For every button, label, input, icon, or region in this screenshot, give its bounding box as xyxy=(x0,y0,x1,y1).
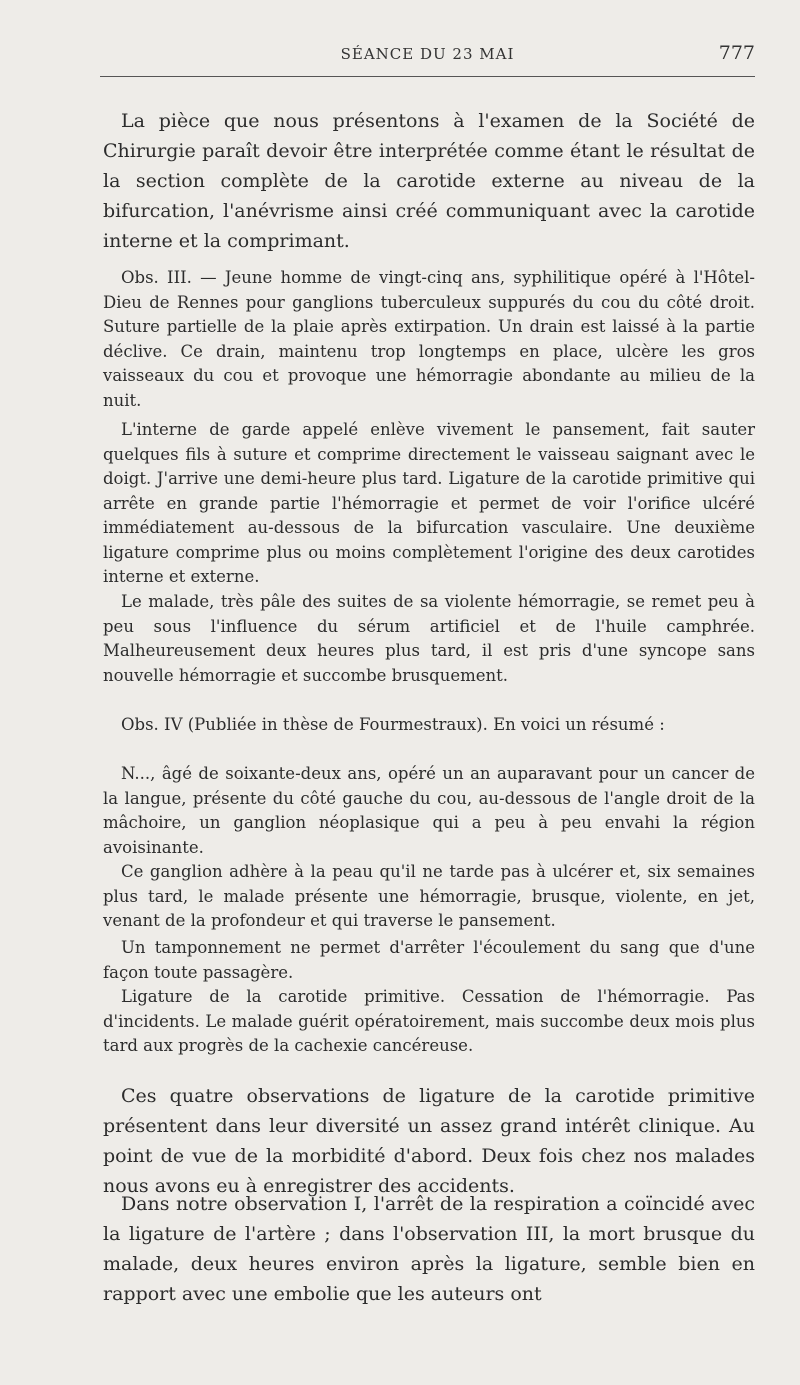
obs-3-intervention-paragraph: L'interne de garde appelé enlève vivement le pansement, fait sauter quelques fils à suture et comprime directement le vaisseau saignant avec le doigt. J'arrive une demi-heure plus tard. Ligature de la carotide primitive qui arrête en grande partie l'hémorragie et permet de voir l'orifice ulcéré immédiatement au-dessous de la bifurcation vasculaire. Une deuxième ligature comprime plus ou moins complètement l'origine des deux carotides interne et externe. xyxy=(103,420,755,586)
intro-paragraph: La pièce que nous présentons à l'examen de la Société de Chirurgie paraît devoir être interprétée comme étant le résultat de la section complète de la carotide externe au niveau de la bifurcation, l'anévrisme ainsi créé communiquant avec la carotide interne et la comprimant. xyxy=(103,110,755,252)
discussion-paragraph: Dans notre observation I, l'arrêt de la respiration a coïncidé avec la ligature de l'artère ; dans l'observation III, la mort brusque du malade, deux heures environ après la ligature, semble bien en rapport avec une embolie que les auteurs ont xyxy=(103,1193,755,1305)
conclusion-paragraph: Ces quatre observations de ligature de la carotide primitive présentent dans leur diversité un assez grand intérêt clinique. Au point de vue de la morbidité d'abord. Deux fois chez nos malades nous avons eu à enregistrer des accidents. xyxy=(103,1085,755,1197)
obs-4-ligature-paragraph: Ligature de la carotide primitive. Cessation de l'hémorragie. Pas d'incidents. Le malade guérit opératoirement, mais succombe deux mois plus tard aux progrès de la cachexie cancéreuse. xyxy=(103,987,755,1055)
obs-3-paragraph: Obs. III. — Jeune homme de vingt-cinq ans, syphilitique opéré à l'Hôtel-Dieu de Rennes pour ganglions tuberculeux suppurés du cou du côté droit. Suture partielle de la plaie après extirpation. Un drain est laissé à la partie déclive. Ce drain, maintenu trop longtemps en place, ulcère les gros vaisseaux du cou et provoque une hémorragie abondante au milieu de la nuit. xyxy=(103,268,755,410)
header-title: SÉANCE DU 23 MAI xyxy=(340,45,515,63)
page-number: 777 xyxy=(718,42,755,64)
obs-3-outcome-paragraph: Le malade, très pâle des suites de sa violente hémorragie, se remet peu à peu sous l'influence du sérum artificiel et de l'huile camphrée. Malheureusement deux heures plus tard, il est pris d'une syncope sans nouvelle hémorragie et succombe brusquement. xyxy=(103,592,755,685)
obs-4-tamponnement-paragraph: Un tamponnement ne permet d'arrêter l'écoulement du sang que d'une façon toute passagère. xyxy=(103,938,755,982)
obs-4-summary-paragraph: N..., âgé de soixante-deux ans, opéré un an auparavant pour un cancer de la langue, présente du côté gauche du cou, au-dessous de l'angle droit de la mâchoire, un ganglion néoplasique qui a peu à peu envahi la région avoisinante. xyxy=(103,764,755,857)
obs-4-hemorrhage-paragraph: Ce ganglion adhère à la peau qu'il ne tarde pas à ulcérer et, six semaines plus tard, le malade présente une hémorragie, brusque, violente, en jet, venant de la profondeur et qui traverse le pansement. xyxy=(103,862,755,930)
running-header xyxy=(100,40,755,77)
obs-4-title-paragraph: Obs. IV (Publiée in thèse de Fourmestraux). En voici un résumé : xyxy=(121,715,665,734)
